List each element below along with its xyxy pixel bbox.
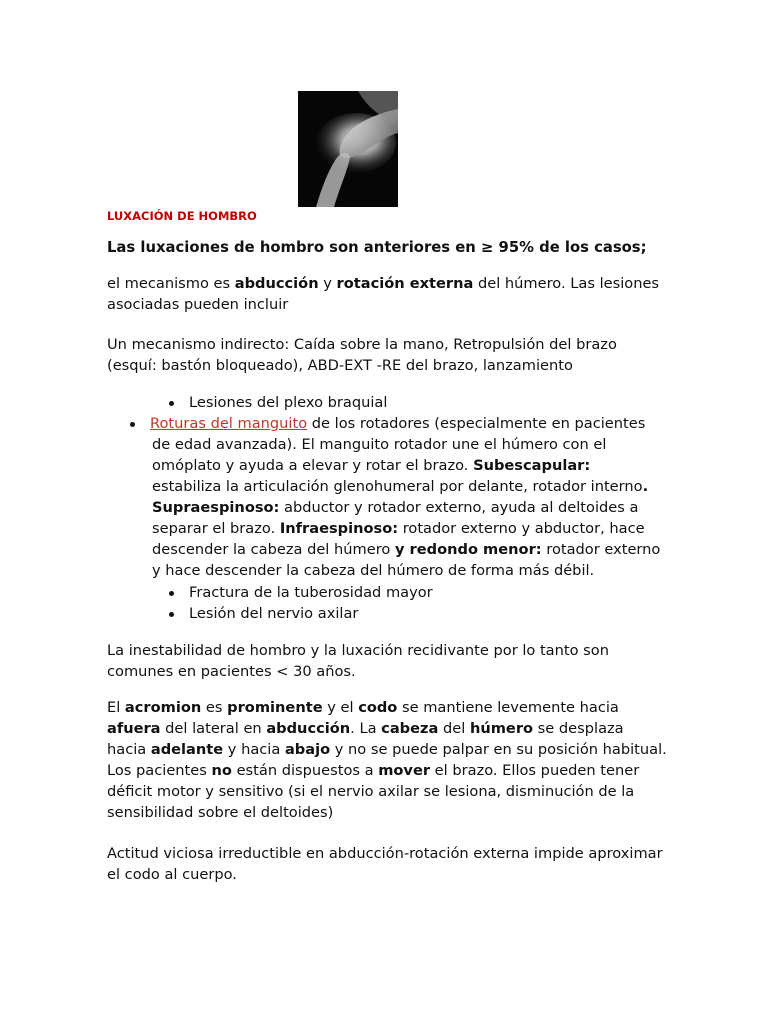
section-heading: LUXACIÓN DE HOMBRO xyxy=(107,209,257,223)
bullet-icon xyxy=(169,401,174,406)
xray-illustration xyxy=(298,91,398,207)
list-item: Lesión del nervio axilar xyxy=(189,603,669,624)
paragraph-attitude: Actitud viciosa irreductible en abducción-rotación externa impide aproximar el codo al cuerpo. xyxy=(107,845,663,883)
bullet-icon xyxy=(169,612,174,617)
rotator-cuff-link[interactable]: Roturas del manguito xyxy=(150,415,308,432)
paragraph-indirect-mechanism: Un mecanismo indirecto: Caída sobre la mano, Retropulsión del brazo (esquí: bastón bloqueado), ABD-EXT -RE del brazo, lanzamiento xyxy=(107,336,617,374)
list-item: Lesiones del plexo braquial xyxy=(189,392,669,413)
bullet-icon xyxy=(169,591,174,596)
shoulder-xray-image xyxy=(298,91,398,207)
lead-statement: Las luxaciones de hombro son anteriores en ≥ 95% de los casos; xyxy=(107,239,647,256)
paragraph-signs: El acromion es prominente y el codo se mantiene levemente hacia afuera del lateral en abducción. La cabeza del húmero se desplaza hacia adelante y hacia abajo y no se puede palpar en su posición habitual. Los pacientes no están dispuestos a mover el brazo. Ellos pueden tener déficit motor y sensitivo (si el nervio axilar se lesiona, disminución de la sensibilidad sobre el deltoides) xyxy=(107,699,667,821)
paragraph-instability: La inestabilidad de hombro y la luxación recidivante por lo tanto son comunes en pacientes < 30 años. xyxy=(107,642,609,680)
bullet-icon xyxy=(130,422,135,427)
list-item: Fractura de la tuberosidad mayor xyxy=(189,582,669,603)
paragraph-mechanism: el mecanismo es abducción y rotación externa del húmero. Las lesiones asociadas pueden incluir xyxy=(107,275,660,313)
list-item: Roturas del manguito de los rotadores (especialmente en pacientes de edad avanzada). El manguito rotador une el húmero con el omóplato y ayuda a elevar y rotar el brazo. Subescapular: estabiliza la articulación glenohumeral por delante, rotador interno. Supraespinoso: abductor y rotador externo, ayuda al deltoides a separar el brazo. Infraespinoso: rotador externo y abductor, hace descender la cabeza del húmero y redondo menor: rotador externo y hace descender la cabeza del húmero de forma más débil. xyxy=(152,413,664,581)
